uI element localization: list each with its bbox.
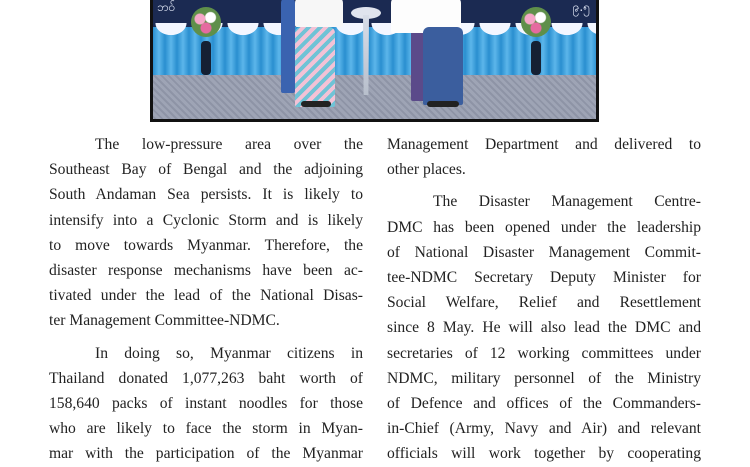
text-line: NDMC, military personnel of the Ministry — [387, 369, 701, 387]
text-line: ter Management Committee-NDMC. — [49, 312, 280, 330]
paragraph-dmc — [387, 189, 701, 466]
feet-right — [427, 101, 459, 107]
vase-right — [531, 41, 541, 75]
text-line: of Defence and offices of the Commanders- — [387, 395, 701, 413]
feet-left — [301, 101, 331, 107]
text-line: South Andaman Sea persists. It is likely to — [49, 186, 363, 204]
person-right-longyi — [423, 27, 463, 105]
text-line: disaster response mechanisms have been ac- — [49, 262, 363, 280]
article-column-left — [49, 132, 363, 467]
person-left-longyi — [295, 27, 335, 107]
text-line: Social Welfare, Relief and Resettlement — [387, 294, 701, 312]
text-line: who are likely to face the storm in Myan- — [49, 420, 363, 438]
text-line: DMC has been opened under the leadership — [387, 218, 701, 236]
text-line: mar with the participation of the Myanmar — [49, 445, 363, 463]
text-line: Thailand donated 1,077,263 baht worth of — [49, 369, 363, 387]
text-line: Southeast Bay of Bengal and the adjoining — [49, 161, 363, 179]
text-line: In doing so, Myanmar citizens in — [95, 344, 363, 362]
event-photo — [150, 0, 599, 122]
carpet-floor — [153, 75, 596, 122]
text-line: The Disaster Management Centre- — [433, 193, 701, 211]
article-column-right — [387, 132, 701, 467]
text-line: 158,640 packs of instant noodles for those — [49, 395, 363, 413]
text-line: of National Disaster Management Commit- — [387, 243, 701, 261]
text-line: officials will work together by cooperating — [387, 445, 701, 463]
person-background-left — [281, 0, 295, 93]
text-line: tivated under the lead of the National Disas- — [49, 287, 363, 305]
text-line: since 8 May. He will also lead the DMC and — [387, 319, 701, 337]
text-line: tee-NDMC Secretary Deputy Minister for — [387, 269, 701, 287]
flower-arrangement-right — [521, 7, 551, 37]
text-line: secretaries of 12 working committees under — [387, 344, 701, 362]
paragraph-continuation — [387, 132, 701, 182]
paragraph-donation — [49, 341, 363, 467]
text-line: The low-pressure area over the — [95, 136, 363, 153]
backdrop-text-right: ၉.၅ — [572, 0, 590, 14]
vase-left — [201, 41, 211, 75]
paragraph-low-pressure — [49, 132, 363, 334]
backdrop-text-left: ဘဝ် — [157, 0, 176, 14]
flower-arrangement-left — [191, 7, 221, 37]
text-line: Management Department and delivered to — [387, 136, 701, 153]
text-line: other places. — [387, 161, 466, 179]
person-left-upper — [295, 0, 343, 27]
text-line: intensify into a Cyclonic Storm and is likely — [49, 211, 363, 229]
text-line: in-Chief (Army, Navy and Air) and relevant — [387, 420, 701, 438]
text-line: to move towards Myanmar. Therefore, the — [49, 236, 363, 254]
